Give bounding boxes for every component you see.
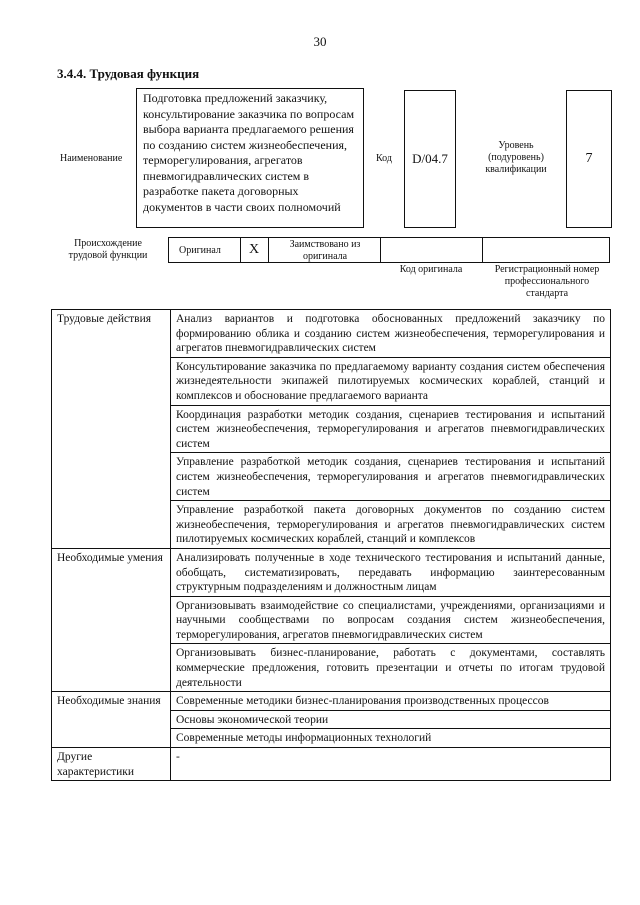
name-label: Наименование (60, 153, 123, 164)
origin-row (168, 237, 610, 263)
row-label: Другие характеристики (52, 748, 171, 781)
code-value: D/04.7 (404, 90, 456, 228)
table-cell: Современные методики бизнес-планирования производственных процессов (171, 692, 611, 711)
table-cell: Основы экономической теории (171, 710, 611, 729)
original-code-caption: Код оригинала (399, 264, 463, 275)
level-label: Уровень (подуровень) квалификации (485, 140, 547, 175)
table-cell: Координация разработки методик создания, сценариев тестирования и испытаний систем жизнеобеспечения, терморегулирования и агрегатов пневмогидравлических систем (171, 405, 611, 453)
table-cell: Консультирование заказчика по предлагаемому варианту создания систем обеспечения жизнедеятельности экипажей пилотируемых космических кораблей, станций и комплексов и обоснование предлагаемого варианта (171, 357, 611, 405)
level-value: 7 (566, 90, 612, 228)
table-cell: Управление разработкой методик создания, сценариев тестирования и испытаний систем жизнеобеспечения, терморегулирования и агрегатов пневмогидравлических систем (171, 453, 611, 501)
borrowed-label: Заимствовано из оригинала (289, 239, 361, 262)
table-cell: Анализ вариантов и подготовка обоснованных предложений заказчику по формированию облика и созданию систем жизнеобеспечения, терморегулирования и агрегатов пневмогидравлических систем (171, 310, 611, 358)
table-cell: Управление разработкой пакета договорных документов по созданию систем жизнеобеспечения, терморегулирования и агрегатов пневмогидравлических систем пилотируемых космических кораблей, станций и комплексов (171, 501, 611, 549)
function-table (51, 309, 611, 781)
code-label: Код (376, 153, 392, 164)
reg-number-caption: Регистрационный номер профессионального стандарта (494, 264, 600, 299)
row-label: Трудовые действия (52, 310, 171, 549)
table-row (52, 748, 611, 781)
reg-number-cell (483, 238, 611, 262)
table-cell: Анализировать полученные в ходе технического тестирования и испытаний данные, обобщать, систематизировать, передавать информацию заинтересованным структурным подразделениям и должностным лицам (171, 548, 611, 596)
table-cell: Современные методы информационных технологий (171, 729, 611, 748)
table-row (52, 310, 611, 358)
row-label: Необходимые знания (52, 692, 171, 748)
row-label: Необходимые умения (52, 548, 171, 691)
name-value: Подготовка предложений заказчику, консультирование заказчика по вопросам выбора варианта предлагаемого решения по созданию систем жизнеобеспечения, терморегулирования, агрегатов пневмогидравлических систем в разработке пакета договорных документов в части своих полномочий (136, 88, 364, 228)
table-cell: Организовывать бизнес-планирование, работать с документами, составлять коммерческие предложения, готовить презентации и отчеты по итогам трудовой деятельности (171, 644, 611, 692)
page-number: 30 (313, 34, 327, 49)
original-mark: X (249, 242, 260, 257)
original-code-cell (381, 238, 483, 262)
section-title: 3.4.4. Трудовая функция (57, 66, 200, 81)
table-cell: Организовывать взаимодействие со специалистами, учреждениями, организациями и научными сообществами по вопросам создания систем жизнеобеспечения, терморегулирования, агрегатов пневмогидравлических систем (171, 596, 611, 644)
table-row (52, 548, 611, 596)
table-row (52, 692, 611, 711)
table-cell: - (171, 748, 611, 781)
original-label: Оригинал (179, 245, 221, 256)
origin-label: Происхождение трудовой функции (68, 238, 148, 261)
